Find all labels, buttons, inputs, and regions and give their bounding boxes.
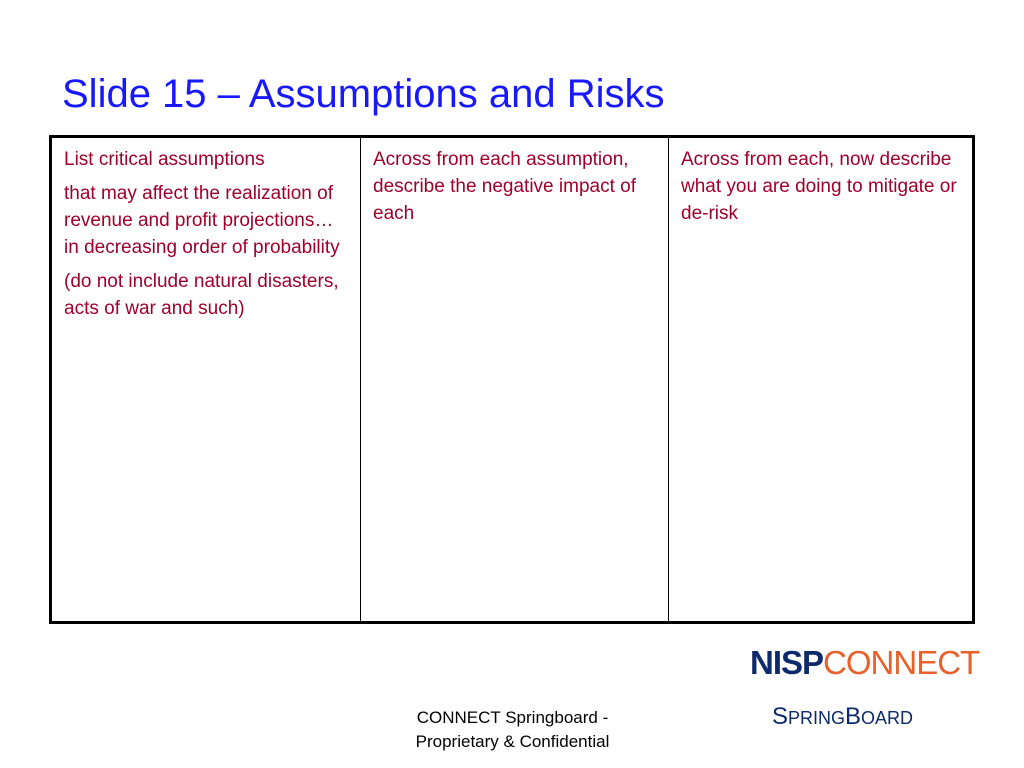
assumptions-text-1: List critical assumptions (64, 149, 265, 170)
impact-text: Across from each assumption, describe the negative impact of each (373, 149, 636, 224)
nispconnect-logo (750, 645, 979, 681)
footer-line-1: CONNECT Springboard - (416, 708, 609, 727)
mitigation-text: Across from each, now describe what you are doing to mitigate or de-risk (681, 149, 957, 224)
logo-connect-text: CONNECT (823, 644, 980, 681)
slide-title: Slide 15 – Assumptions and Risks (62, 72, 665, 116)
springboard-s: S (772, 703, 789, 730)
assumptions-text-3: (do not include natural disasters, acts of war and such) (64, 271, 339, 319)
column-negative-impact (360, 138, 668, 621)
footer-line-2: Proprietary & Confidential (415, 732, 610, 751)
springboard-pring: PRING (788, 708, 846, 728)
springboard-b: B (845, 703, 862, 730)
column-assumptions (52, 138, 360, 621)
springboard-wordmark (772, 704, 913, 731)
footer-confidentiality (370, 706, 655, 754)
springboard-oard: OARD (861, 708, 914, 728)
column-mitigation (668, 138, 972, 621)
assumptions-risks-table (49, 135, 975, 624)
assumptions-text-2: that may affect the realization of revenue and profit projections… in decreasing order of probability (64, 183, 340, 258)
logo-nisp-text: NISP (750, 644, 824, 681)
